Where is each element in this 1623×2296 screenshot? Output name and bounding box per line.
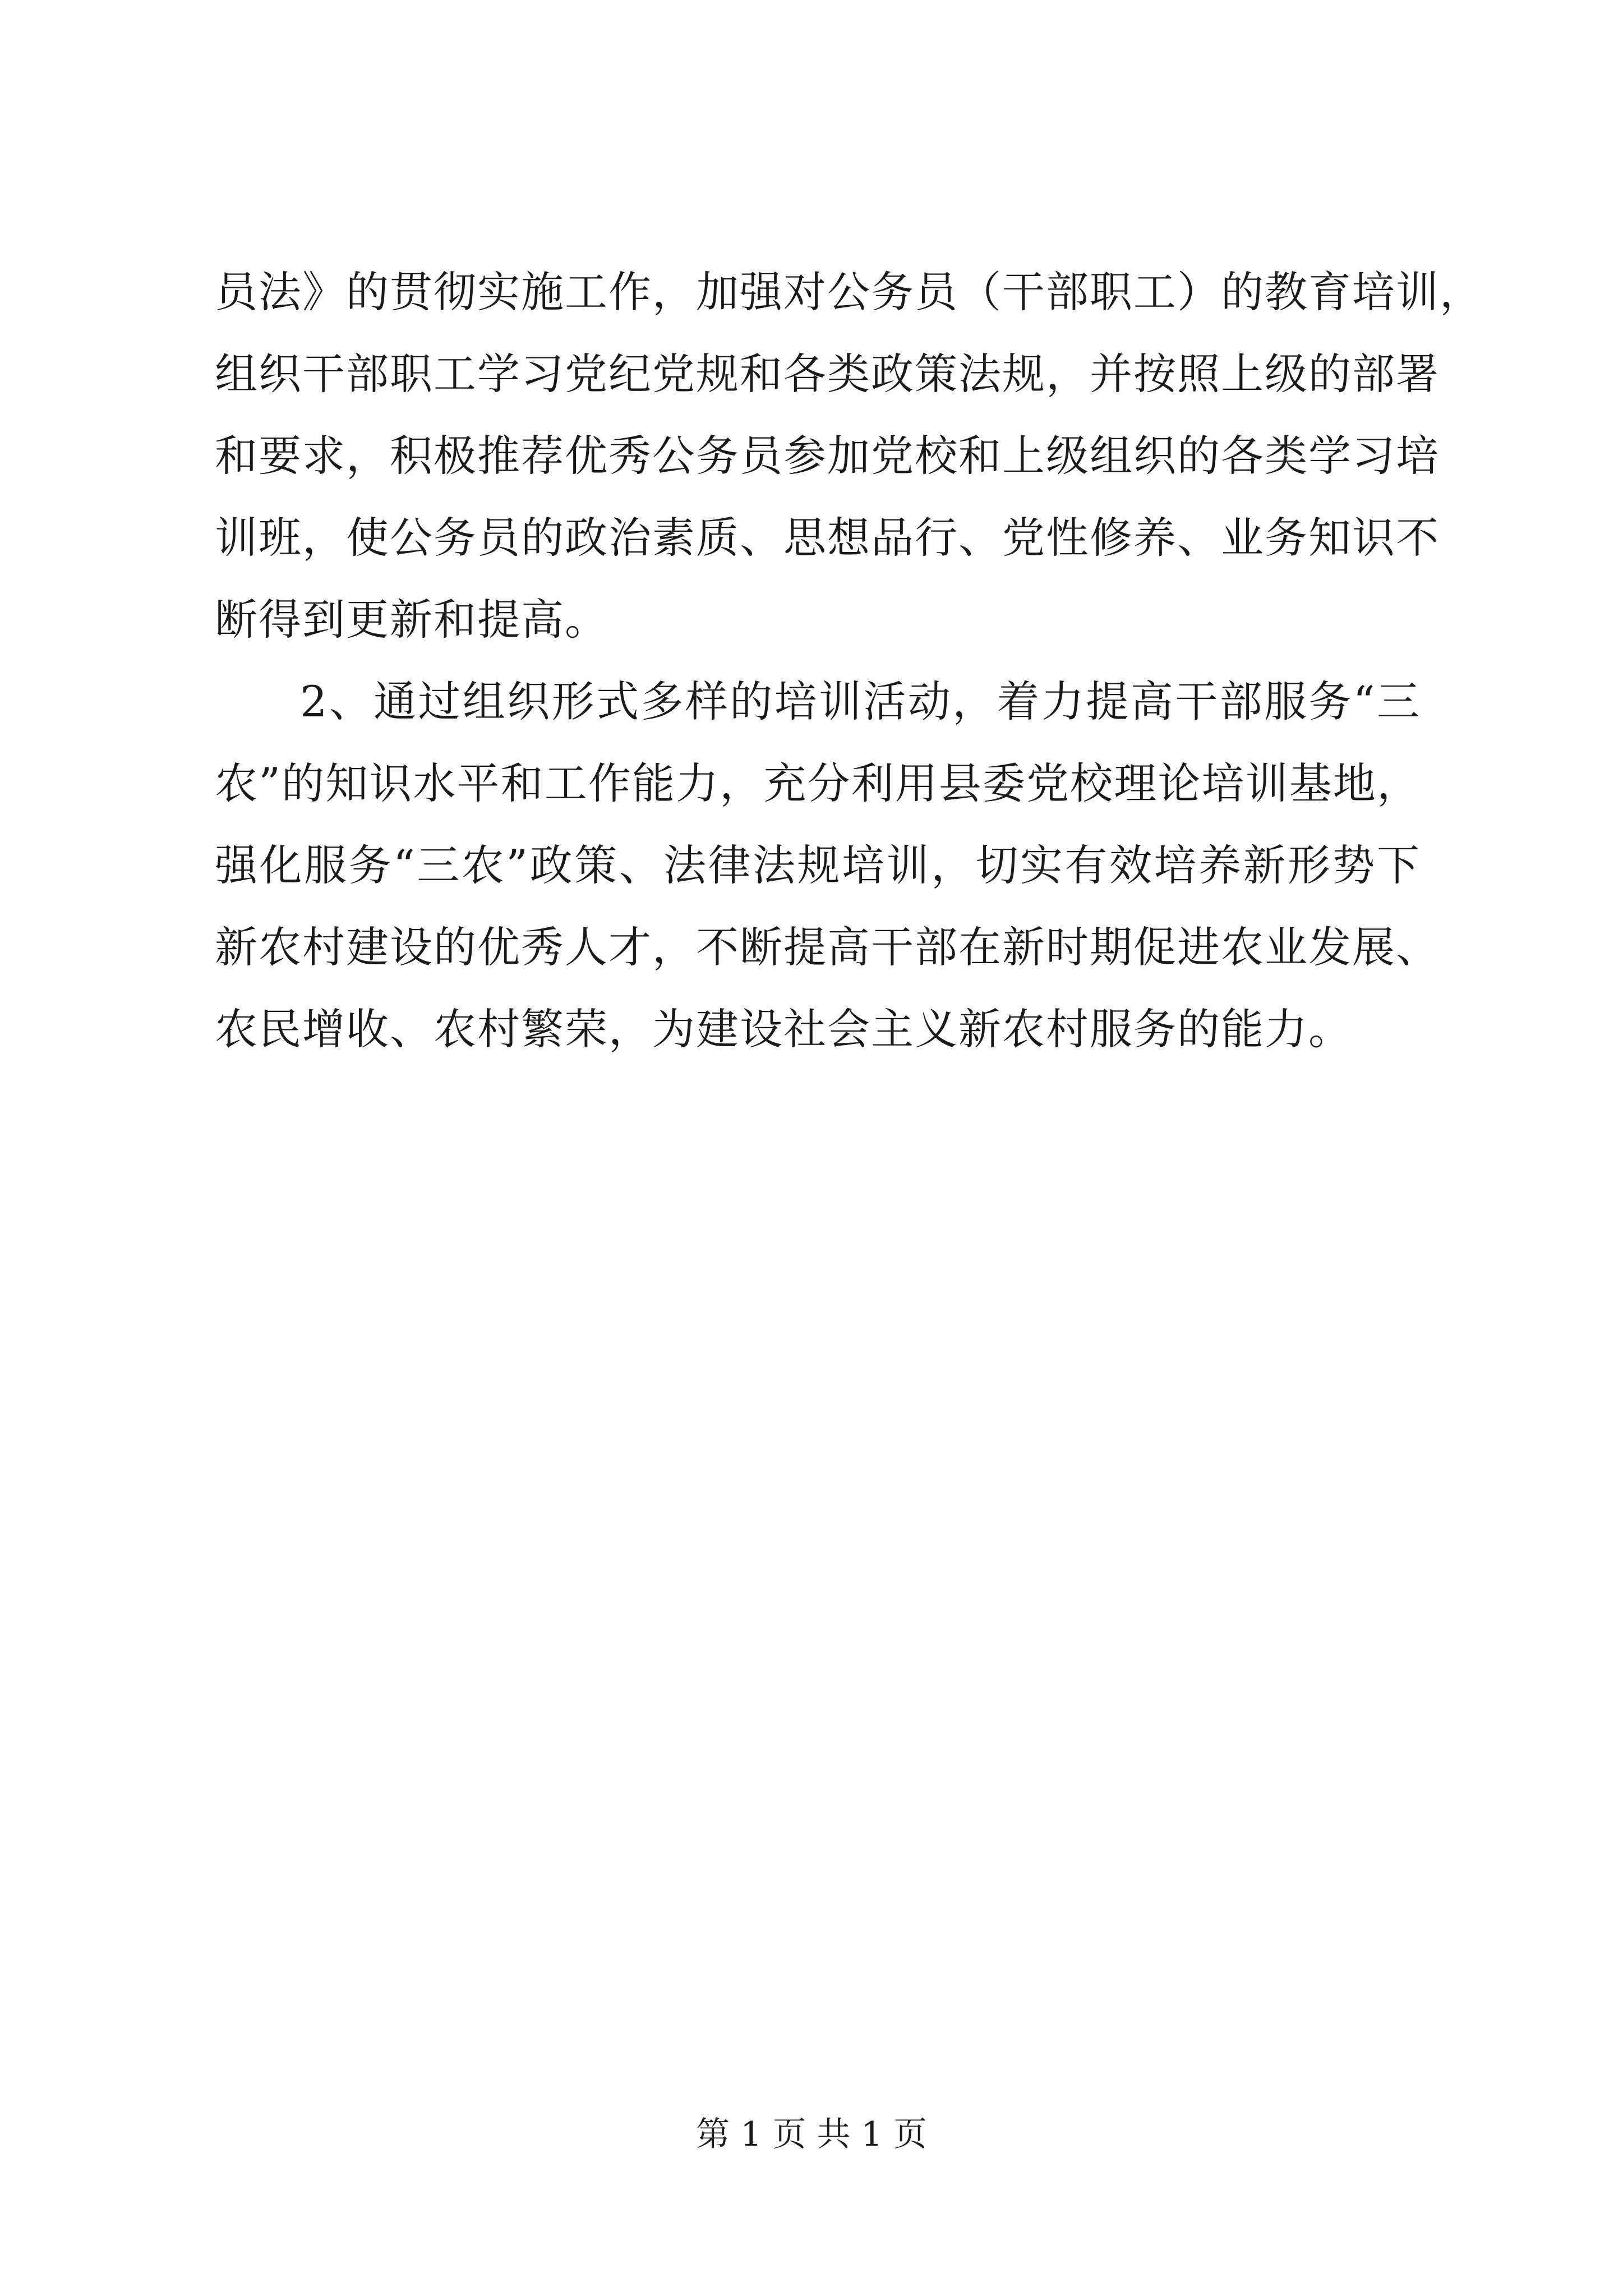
- paragraph-line: 强化服务“三农”政策、法律法规培训，切实有效培养新形势下: [215, 840, 1421, 890]
- paragraph-2: [215, 661, 1440, 1070]
- paragraph-line: 训班，使公务员的政治素质、思想品行、党性修养、业务知识不: [215, 513, 1440, 563]
- body-text: [215, 251, 1483, 1070]
- paragraph-line: 农”的知识水平和工作能力，充分利用县委党校理论培训基地，: [215, 758, 1421, 808]
- paragraph-line: 新农村建设的优秀人才，不断提高干部在新时期促进农业发展、: [215, 922, 1440, 972]
- paragraph-line: 农民增收、农村繁荣，为建设社会主义新农村服务的能力。: [215, 1004, 1352, 1054]
- page-footer: 第 1 页 共 1 页: [696, 2115, 927, 2154]
- paragraph-line: 断得到更新和提高。: [215, 595, 608, 645]
- paragraph-line: 和要求，积极推荐优秀公务员参加党校和上级组织的各类学习培: [215, 431, 1440, 481]
- paragraph-line: 组织干部职工学习党纪党规和各类政策法规，并按照上级的部署: [215, 349, 1440, 399]
- paragraph-1: [215, 251, 1483, 661]
- paragraph-line: 员法》的贯彻实施工作，加强对公务员（干部职工）的教育培训，: [215, 267, 1483, 317]
- paragraph-line: 2、通过组织形式多样的培训活动，着力提高干部服务“三: [300, 677, 1421, 726]
